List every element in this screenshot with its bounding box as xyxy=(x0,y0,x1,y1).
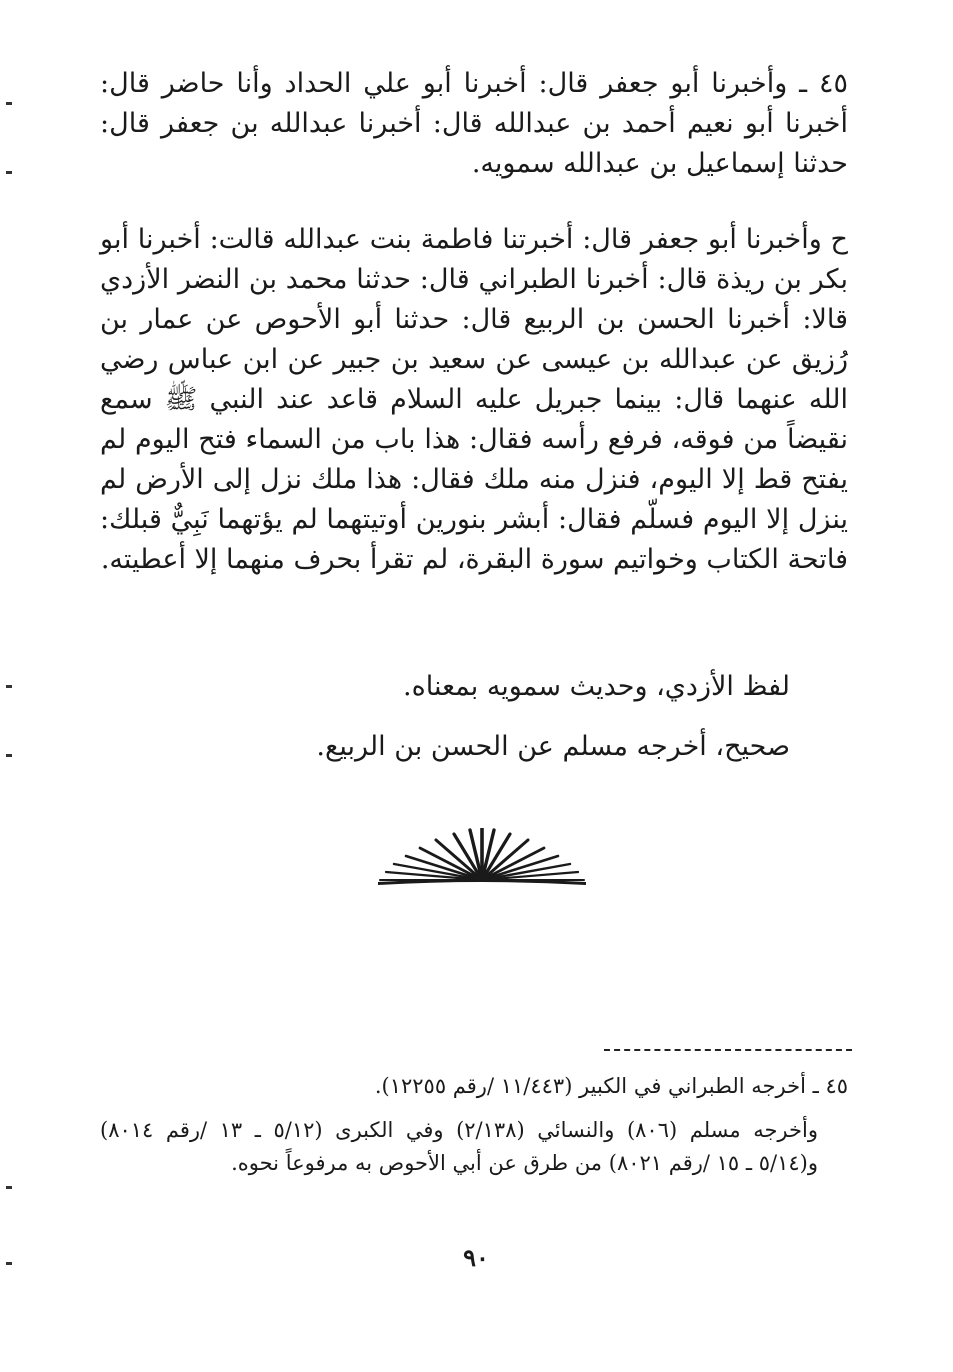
scan-mark xyxy=(6,171,12,174)
scan-mark xyxy=(6,685,12,688)
footnote-separator xyxy=(604,1049,852,1051)
sunburst-ornament-icon xyxy=(376,828,588,886)
footnote-first: ٤٥ ـ أخرجه الطبراني في الكبير (١١/٤٤٣ /رقم ١٢٢٥٥). xyxy=(374,1074,848,1098)
grading-note: صحيح، أخرجه مسلم عن الحسن بن الربيع. xyxy=(316,731,790,762)
scan-mark xyxy=(6,102,12,105)
scan-mark xyxy=(6,1262,12,1265)
hadith-text-paragraph: ح وأخبرنا أبو جعفر قال: أخبرتنا فاطمة بنت عبدالله قالت: أخبرنا أبو بكر بن ريذة قال: أخبرنا الطبراني قال: حدثنا محمد بن النضر الأزدي قالا: أخبرنا الحسن بن الربيع قال: حدثنا أبو الأحوص عن عمار بن رُزيق عن عبدالله بن عيسى عن سعيد بن جبير عن ابن عباس رضي الله عنهما قال: بينما جبريل عليه السلام قاعد عند النبي ﷺ سمع نقيضاً من فوقه، فرفع رأسه فقال: هذا باب من السماء فتح اليوم لم يفتح قط إلا اليوم، فنزل منه ملك فقال: هذا ملك نزل إلى الأرض لم ينزل إلا اليوم فسلّم فقال: أبشر بنورين أوتيتهما لم يؤتهما نَبِيٌّ قبلك: فاتحة الكتاب وخواتيم سورة البقرة، لم تقرأ بحرف منهما إلا أعطيته. xyxy=(100,224,848,575)
hadith-isnad-paragraph: ٤٥ ـ وأخبرنا أبو جعفر قال: أخبرنا أبو علي الحداد وأنا حاضر قال: أخبرنا أبو نعيم أحمد بن عبدالله قال: أخبرنا عبدالله بن جعفر قال: حدثنا إسماعيل بن عبدالله سمويه. xyxy=(100,68,848,179)
wording-note: لفظ الأزدي، وحديث سمويه بمعناه. xyxy=(402,671,790,702)
page-number: ٩٠ xyxy=(463,1243,489,1272)
scan-mark xyxy=(6,754,12,757)
footnote-second: وأخرجه مسلم (٨٠٦) والنسائي (٢/١٣٨) وفي الكبرى (٥/١٢ ـ ١٣ /رقم ٨٠١٤) و(٥/١٤ ـ ١٥ /رقم ٨٠٢١) من طرق عن أبي الأحوص به مرفوعاً نحوه. xyxy=(100,1118,818,1175)
scan-mark xyxy=(6,1186,12,1189)
